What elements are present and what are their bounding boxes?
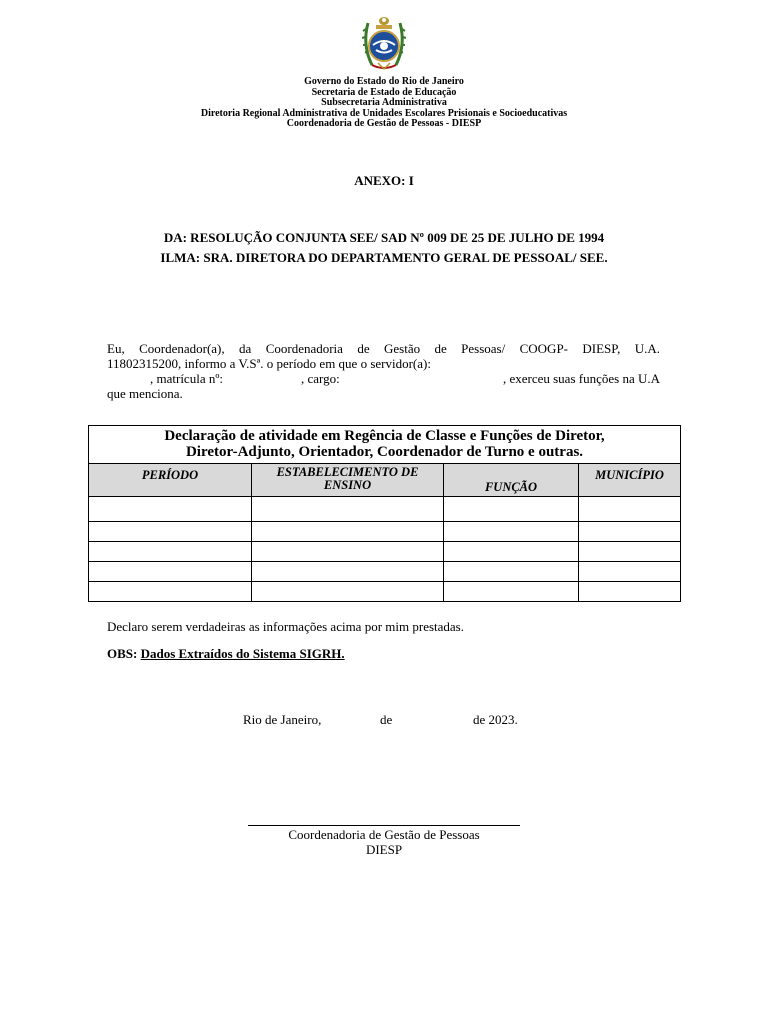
table-title-line-2: Diretor-Adjunto, Orientador, Coordenador de Turno e outras. <box>185 444 584 460</box>
header-line-coordination: Coordenadoria de Gestão de Pessoas - DIESP <box>286 118 482 130</box>
header-line-subsecretariat: Subsecretaria Administrativa <box>321 97 447 109</box>
addressee-line: ILMA: SRA. DIRETORA DO DEPARTAMENTO GERAL DE PESSOAL/ SEE. <box>160 250 608 265</box>
table-row <box>89 542 681 562</box>
establishment-cell[interactable] <box>252 562 444 582</box>
municipality-cell[interactable] <box>579 522 681 542</box>
establishment-cell[interactable] <box>252 497 444 522</box>
truthfulness-declaration: Declaro serem verdadeiras as informações acima por mim prestadas. <box>107 619 464 634</box>
annex-title: ANEXO: I <box>354 173 414 188</box>
table-title <box>89 426 681 464</box>
resolution-line: DA: RESOLUÇÃO CONJUNTA SEE/ SAD Nº 009 DE 25 DE JULHO DE 1994 <box>163 230 605 245</box>
header-line-government: Governo do Estado do Rio de Janeiro <box>304 76 464 87</box>
obs-text: Dados Extraídos do Sistema SIGRH. <box>140 646 345 661</box>
date-de-1: de <box>380 712 393 727</box>
function-cell[interactable] <box>444 542 579 562</box>
observation-line <box>107 646 345 662</box>
table-header-row <box>89 464 681 497</box>
establishment-cell[interactable] <box>252 522 444 542</box>
period-cell[interactable] <box>89 522 252 542</box>
date-city: Rio de Janeiro, <box>243 712 322 727</box>
establishment-cell[interactable] <box>252 542 444 562</box>
table-title-line-1: Declaração de atividade em Regência de Classe e Funções de Diretor, <box>164 428 605 444</box>
column-header-establishment: ESTABELECIMENTO DE ENSINO <box>252 464 444 497</box>
paragraph-line-3 <box>107 371 660 386</box>
function-cell[interactable] <box>444 582 579 602</box>
activity-declaration-table <box>88 425 681 602</box>
body-paragraph <box>107 341 660 401</box>
function-cell[interactable] <box>444 522 579 542</box>
signature-block <box>0 827 768 857</box>
signature-line <box>248 825 520 826</box>
date-year: de 2023. <box>473 712 518 727</box>
table-row <box>89 522 681 542</box>
period-cell[interactable] <box>89 582 252 602</box>
paragraph-line-2: 11802315200, informo a V.Sª. o período em que o servidor(a): <box>107 356 431 371</box>
signature-unit: DIESP <box>365 842 403 857</box>
municipality-cell[interactable] <box>579 542 681 562</box>
header-line-regional-directorate: Diretoria Regional Administrativa de Unidades Escolares Prisionais e Socioeducativas <box>200 107 568 119</box>
table-row <box>89 582 681 602</box>
function-cell[interactable] <box>444 562 579 582</box>
state-coat-of-arms-logo <box>358 15 410 73</box>
period-cell[interactable] <box>89 542 252 562</box>
municipality-cell[interactable] <box>579 582 681 602</box>
obs-label: OBS: <box>107 646 138 661</box>
resolution-block <box>0 228 768 268</box>
column-header-function: FUNÇÃO <box>444 464 579 497</box>
table-row <box>89 497 681 522</box>
municipality-cell[interactable] <box>579 562 681 582</box>
period-cell[interactable] <box>89 497 252 522</box>
header-block <box>0 77 768 130</box>
paragraph-line-1: Eu, Coordenador(a), da Coordenadoria de Gestão de Pessoas/ COOGP- DIESP, U.A. <box>107 341 660 356</box>
municipality-cell[interactable] <box>579 497 681 522</box>
function-cell[interactable] <box>444 497 579 522</box>
paragraph-line-4: que menciona. <box>107 386 183 401</box>
exercised-functions-text: , exerceu suas funções na U.A <box>502 371 660 386</box>
table-row <box>89 562 681 582</box>
establishment-cell[interactable] <box>252 582 444 602</box>
registration-label: , matrícula nº: <box>150 371 223 386</box>
header-line-secretariat: Secretaria de Estado de Educação <box>311 86 457 98</box>
position-label: , cargo: <box>301 371 340 386</box>
column-header-municipality: MUNICÍPIO <box>579 464 681 497</box>
column-header-period: PERÍODO <box>89 464 252 497</box>
period-cell[interactable] <box>89 562 252 582</box>
signature-department: Coordenadoria de Gestão de Pessoas <box>288 827 480 842</box>
